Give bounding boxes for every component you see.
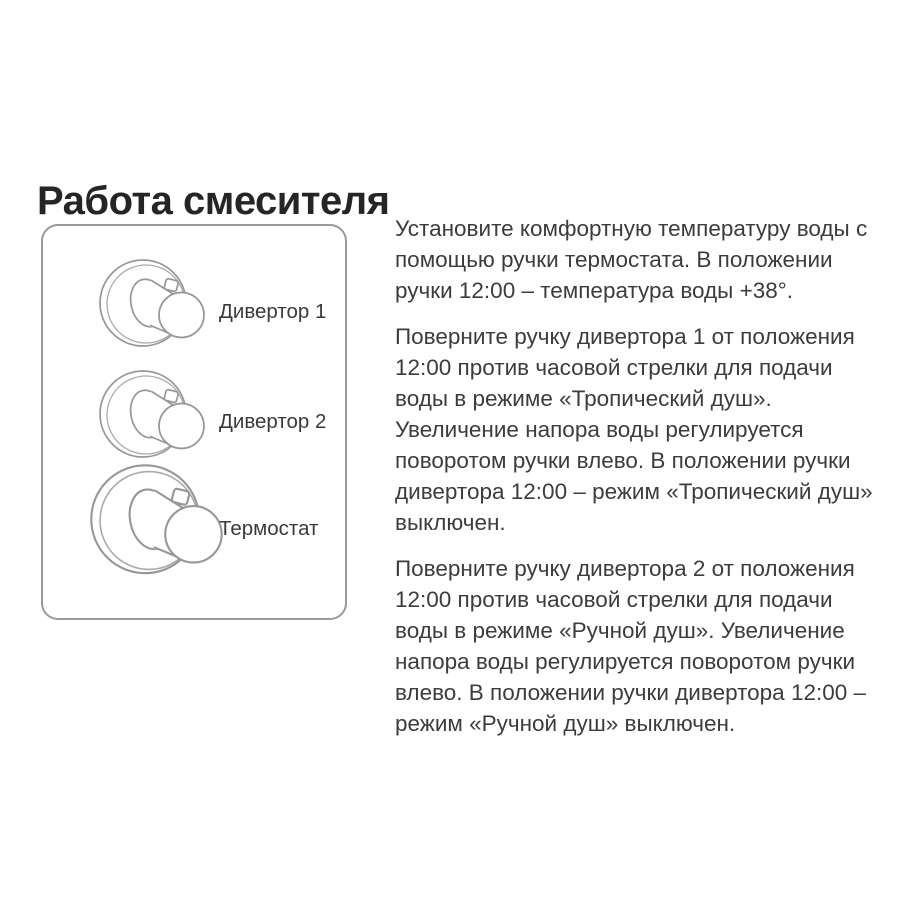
knob-label-thermostat: Термостат xyxy=(219,517,319,540)
mixer-diagram-box xyxy=(41,224,347,620)
instructions-column xyxy=(395,213,873,754)
knob-label-diverter-2: Дивертор 2 xyxy=(219,410,327,433)
instruction-paragraph-thermostat: Установите комфортную температуру воды с помощью ручки термостата. В положении ручки 12:00 – температура воды +38°. xyxy=(395,216,868,303)
instruction-paragraph-diverter-2: Поверните ручку дивертора 2 от положения 12:00 против часовой стрелки для подачи воды в режиме «Ручной душ». Увеличение напора воды регулируется поворотом ручки влево. В положении ручки дивертора 12:00 – режим «Ручной душ» выключен. xyxy=(395,556,867,736)
instruction-paragraph-diverter-1: Поверните ручку дивертора 1 от положения 12:00 против часовой стрелки для подачи воды в режиме «Тропический душ». Увеличение напора воды регулируется поворотом ручки влево. В положении ручки дивертора 12:00 – режим «Тропический душ» выключен. xyxy=(395,324,873,535)
knob-label-diverter-1: Дивертор 1 xyxy=(219,300,327,323)
diverter-1-knob-icon xyxy=(95,251,225,361)
page-title: Работа смесителя xyxy=(37,178,390,223)
